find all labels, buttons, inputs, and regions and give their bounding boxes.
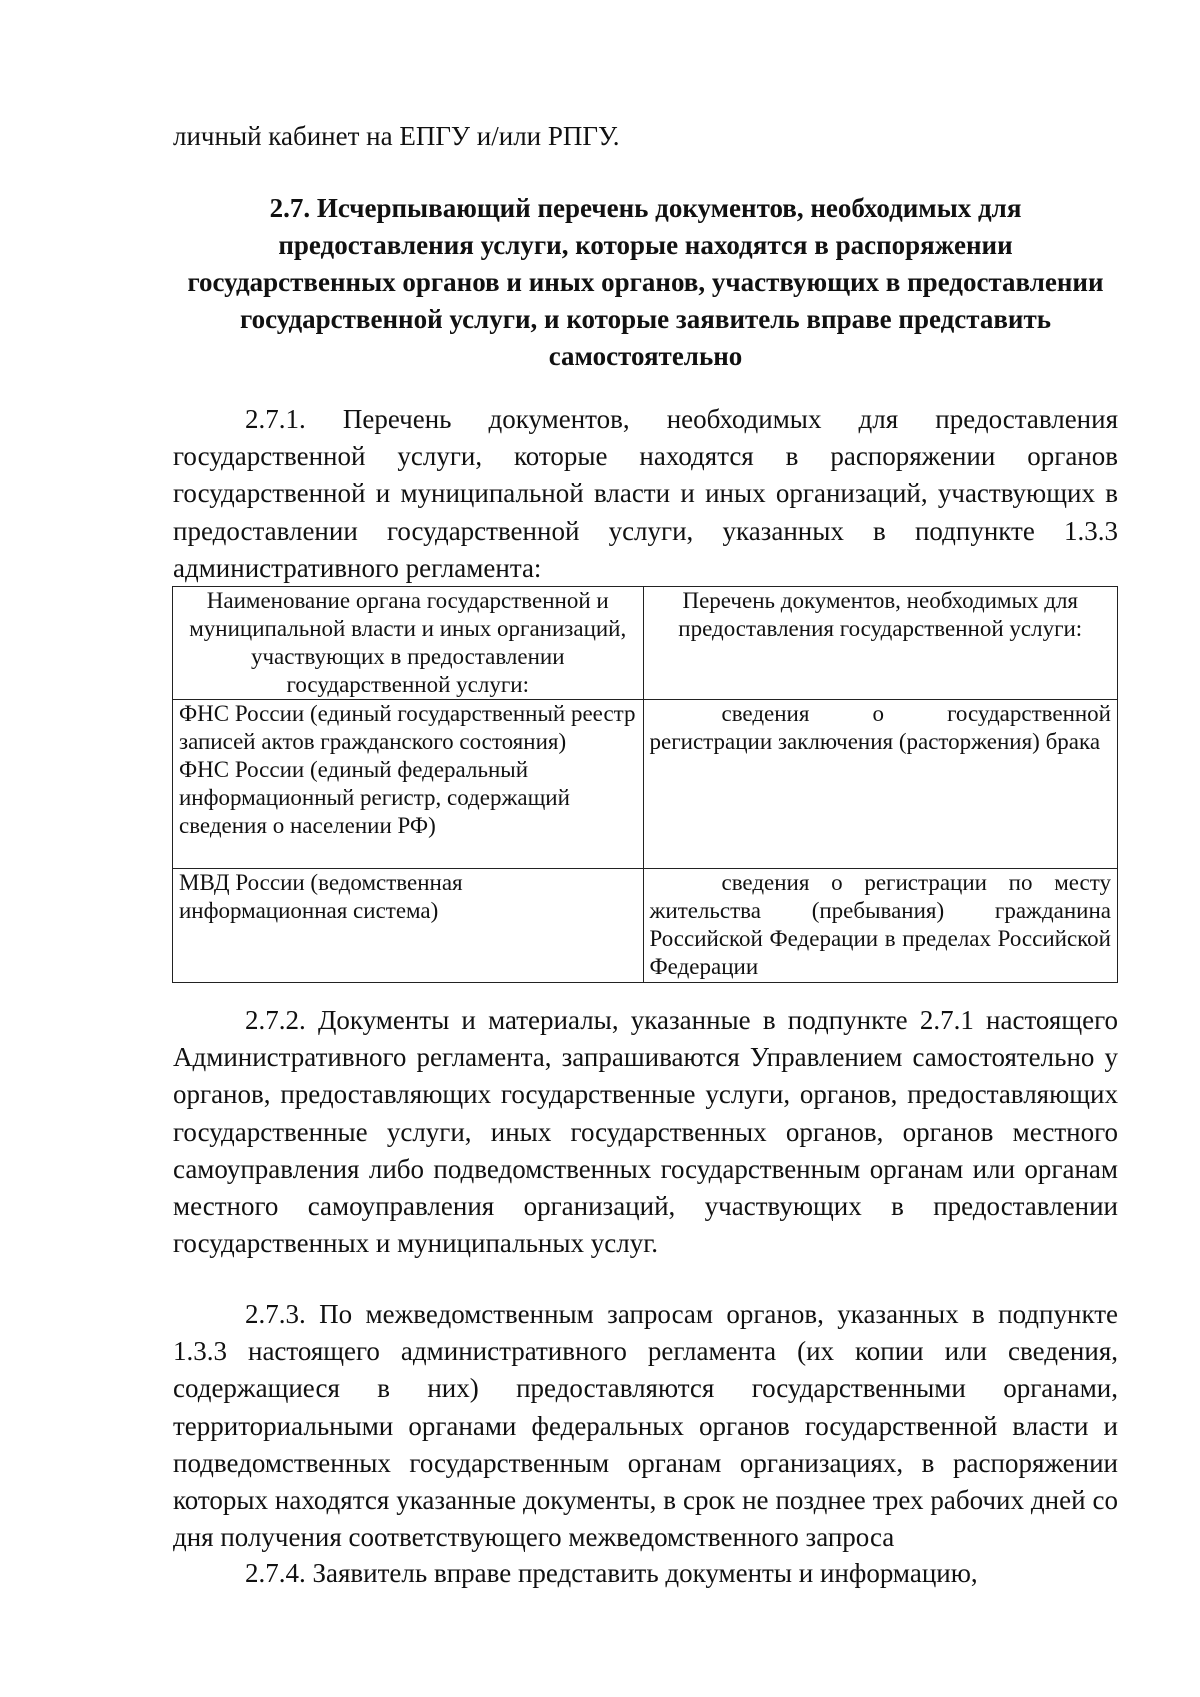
continuation-line: личный кабинет на ЕПГУ и/или РПГУ. (173, 121, 620, 151)
table-header-organ: Наименование органа государственной и муниципальной власти и иных организаций, участвующих в предоставлении государственной услуги: (173, 587, 644, 700)
table-cell-documents: сведения о регистрации по месту жительства (пребывания) гражданина Российской Федерации в пределах Российской Федерации (643, 869, 1118, 983)
organ-name: ФНС России (единый государственный реестр записей актов гражданского состояния) (179, 701, 636, 754)
paragraph-2-7-1: 2.7.1. Перечень документов, необходимых для предоставления государственной услуги, которые находятся в распоряжении органов государственной и муниципальной власти и иных организаций, участвующих в предоставлении государственной услуги, указанных в подпункте 1.3.3 административного регламента: (173, 404, 1118, 583)
table-row (173, 869, 1118, 983)
table-header-documents: Перечень документов, необходимых для предоставления государственной услуги: (643, 587, 1118, 700)
table-header-row (173, 587, 1118, 700)
paragraph-2-7-4: 2.7.4. Заявитель вправе представить документы и информацию, (245, 1558, 978, 1588)
table-cell-organ (173, 869, 644, 983)
paragraph-2-7-3: 2.7.3. По межведомственным запросам органов, указанных в подпункте 1.3.3 настоящего административного регламента (их копии или сведения, содержащиеся в них) предоставляются государственными органами, территориальными органами федеральных органов государственной власти и подведомственных государственным органам организациях, в распоряжении которых находятся указанные документы, в срок не позднее трех рабочих дней со дня получения соответствующего межведомственного запроса (173, 1299, 1118, 1553)
organ-name: МВД России (ведомственная информационная система) (179, 870, 463, 923)
table-cell-organ (173, 700, 644, 869)
organ-name: ФНС России (единый федеральный информационный регистр, содержащий сведения о населении РФ) (179, 757, 570, 838)
paragraph-2-7-2: 2.7.2. Документы и материалы, указанные в подпункте 2.7.1 настоящего Административного регламента, запрашиваются Управлением самостоятельно у органов, предоставляющих государственные услуги, органов, предоставляющих государственные услуги, иных государственных органов, органов местного самоуправления либо подведомственных государственным органам или органам местного самоуправления организаций, участвующих в предоставлении государственных и муниципальных услуг. (173, 1005, 1118, 1259)
section-heading: 2.7. Исчерпывающий перечень документов, необходимых для предоставления услуги, которые находятся в распоряжении государственных органов и иных органов, участвующих в предоставлении государственной услуги, и которые заявитель вправе представить самостоятельно (187, 193, 1104, 371)
table-row (173, 700, 1118, 869)
table-cell-documents: сведения о государственной регистрации заключения (расторжения) брака (643, 700, 1118, 869)
documents-table (172, 586, 1118, 983)
